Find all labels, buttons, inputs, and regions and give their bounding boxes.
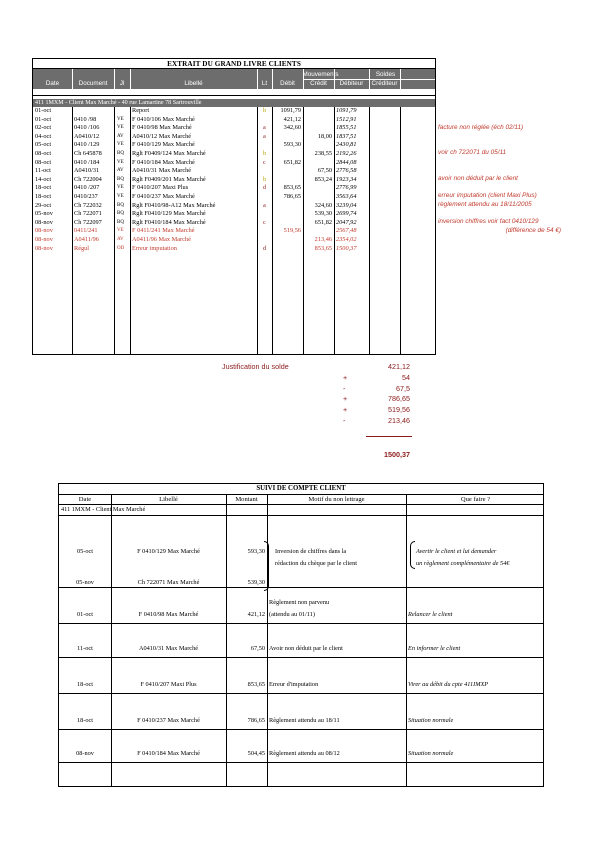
ledger-cell-debit: 421,12 xyxy=(283,115,301,123)
justification-rule xyxy=(366,436,412,437)
ledger-cell-credit: 853,24 xyxy=(314,175,332,183)
justification-sign: + xyxy=(343,372,348,382)
suivi-libelle: F 0410/129 Max Marché xyxy=(137,548,200,555)
justification-line xyxy=(330,394,410,404)
ledger-cell-doc: 0410 /129 xyxy=(74,141,100,149)
ledger-cell-doc: 0410 /207 xyxy=(74,184,100,192)
ledger-cell-solde: 1091,79 xyxy=(336,107,357,114)
ledger-cell-debit: 593,30 xyxy=(283,141,301,149)
ledger-row xyxy=(33,193,435,202)
suivi-date: 11-oct xyxy=(77,645,93,652)
suivi-libelle: Ch 722071 Max Marché xyxy=(137,579,200,586)
ledger-row xyxy=(33,236,435,245)
ledger-title: EXTRAIT DU GRAND LIVRE CLIENTS xyxy=(33,59,435,69)
ledger-cell-lib: F 0410/106 Max Marché xyxy=(132,115,195,123)
suivi-motif: rédaction du chèque par le client xyxy=(275,560,357,567)
suivi-col-motif: Motif du non lettrage xyxy=(308,496,365,503)
ledger-cell-credit: 853,65 xyxy=(314,244,332,252)
ledger-cell-jl: OD xyxy=(117,245,125,251)
ledger-cell-debit: 651,82 xyxy=(283,158,301,166)
ledger-cell-date: 18-oct xyxy=(35,193,52,200)
ledger-cell-lt: b xyxy=(263,107,267,114)
ledger-cell-solde: 2844,08 xyxy=(336,158,357,166)
ledger-row xyxy=(33,107,435,116)
ledger-row xyxy=(33,124,435,133)
suivi-montant: 786,65 xyxy=(247,717,265,724)
suivi-action: Relancer le client xyxy=(408,611,453,618)
justification-value: 54 xyxy=(402,372,410,382)
ledger-cell-doc: Ch 722032 xyxy=(74,201,102,209)
ledger-cell-credit: 67,50 xyxy=(317,167,332,175)
ledger-cell-solde: 1500,37 xyxy=(336,244,357,252)
brace-right xyxy=(264,541,269,591)
suivi-montant: 593,30 xyxy=(247,548,265,555)
suivi-client: 411 1MXM - Client Max Marché xyxy=(61,506,146,513)
ledger-cell-date: 18-oct xyxy=(35,184,52,192)
ledger-cell-doc: Ch 722004 xyxy=(74,175,102,183)
suivi-action: Situation normale xyxy=(408,750,454,757)
suivi-action: Virer au débit du cpte 411IMXP xyxy=(408,681,489,688)
ledger-row xyxy=(33,159,435,168)
ledger-cell-lib: A0410/12 Max Marché xyxy=(132,132,192,140)
ledger-cell-lib: F 0410/207 Maxi Plus xyxy=(132,184,189,192)
ledger-header xyxy=(33,69,435,89)
ledger-row xyxy=(33,150,435,159)
ledger-cell-date: 01-oct xyxy=(35,115,52,123)
ledger-cell-lt: d xyxy=(263,184,267,192)
col-crediteur: Créditeur xyxy=(371,80,398,87)
ledger-cell-credit: 539,30 xyxy=(314,210,332,218)
ledger-cell-doc: 0410/237 xyxy=(74,193,98,200)
justification-line xyxy=(330,373,410,383)
ledger-cell-lib: F 0410/184 Max Marché xyxy=(132,158,195,166)
justification-line xyxy=(330,405,410,415)
ledger-cell-lt: c xyxy=(263,218,266,226)
ledger-cell-credit: 238,55 xyxy=(314,150,332,157)
ledger-row xyxy=(33,176,435,185)
ledger-note: facture non réglée (éch 02/11) xyxy=(438,123,524,131)
ledger-cell-lt: a xyxy=(263,124,266,132)
ledger-body xyxy=(33,107,435,354)
ledger-cell-solde: 2047,92 xyxy=(336,218,357,226)
ledger-cell-solde: 3239,04 xyxy=(336,201,357,209)
ledger-row xyxy=(33,245,435,254)
ledger-cell-lib: F 0411/241 Max Marché xyxy=(132,227,195,235)
suivi-motif2: Avoir non déduit par le client xyxy=(269,645,343,652)
brace-left xyxy=(410,541,415,569)
suivi-date: 05-oct xyxy=(76,548,94,555)
ledger-cell-lib: Erreur imputation xyxy=(132,244,177,252)
justification-sign: + xyxy=(343,394,348,404)
col-date: Date xyxy=(45,80,60,87)
ledger-cell-date: 08-nov xyxy=(35,244,53,252)
ledger-row xyxy=(33,202,435,211)
ledger-cell-solde: 2699,74 xyxy=(336,210,357,218)
ledger-cell-lib: Rglt F0409/201 Max Marché xyxy=(132,175,206,183)
ledger-cell-lib: Rglt F0410/98-A12 Max Marché xyxy=(132,201,216,209)
justification-value: 519,56 xyxy=(388,405,410,415)
ledger-cell-date: 05-nov xyxy=(35,210,53,218)
ledger-note: voir ch 722071 du 05/11 xyxy=(438,149,507,157)
ledger-cell-lt: c xyxy=(263,158,266,166)
ledger-cell-doc: Régul xyxy=(74,244,90,252)
suivi-col-montant: Montant xyxy=(235,496,258,503)
ledger-cell-lib: F 0410/129 Max Marché xyxy=(132,141,195,149)
ledger-cell-lib: Rglt F0410/184 Max Marché xyxy=(132,218,206,226)
ledger-cell-doc: 0410 /106 xyxy=(74,124,100,132)
ledger-cell-date: 08-nov xyxy=(35,227,53,235)
ledger-cell-solde: 1837,51 xyxy=(336,132,357,140)
ledger-cell-lib: F 0410/237 Max Marché xyxy=(132,193,195,200)
ledger-cell-credit: 324,60 xyxy=(314,201,332,209)
ledger-row xyxy=(33,116,435,125)
suivi-date: 01-oct xyxy=(76,611,94,618)
justification-total: 1500,37 xyxy=(384,450,410,459)
ledger-cell-credit: 213,46 xyxy=(314,236,332,243)
ledger-cell-jl: AV xyxy=(117,237,124,242)
ledger-cell-jl: VE xyxy=(117,125,124,131)
ledger-cell-lib: Rglt F0410/129 Max Marché xyxy=(132,210,206,218)
ledger-cell-jl: BQ xyxy=(117,219,124,225)
suivi-lib: F 0410/98 Max Marché xyxy=(138,611,199,618)
ledger-cell-date: 08-nov xyxy=(35,218,53,226)
suivi-col-que-faire: Que faire ? xyxy=(460,496,491,503)
ledger-row xyxy=(33,184,435,193)
ledger-cell-solde: 2192,26 xyxy=(336,150,357,157)
suivi-motif2: Erreur d'imputation xyxy=(269,681,319,688)
justification-sign: - xyxy=(343,416,346,425)
ledger-cell-jl: AV xyxy=(117,133,124,139)
ledger-cell-jl: BQ xyxy=(117,151,124,156)
ledger-cell-solde: 1855,51 xyxy=(336,124,357,132)
ledger-cell-date: 08-oct xyxy=(35,150,52,157)
ledger-row xyxy=(33,141,435,150)
ledger-cell-date: 08-nov xyxy=(35,236,53,243)
suivi-motif1: Règlement non parvenu xyxy=(269,599,330,606)
suivi-motif2: Règlement attendu au 18/11 xyxy=(269,717,340,724)
suivi-date: 18-oct xyxy=(76,717,94,724)
ledger-row xyxy=(33,133,435,142)
ledger-cell-solde: 3563,64 xyxy=(336,193,357,200)
ledger-cell-debit: 1091,79 xyxy=(280,107,301,114)
ledger-cell-lt: b xyxy=(263,150,267,157)
ledger-cell-jl: VE xyxy=(117,228,124,234)
ledger-cell-date: 01-oct xyxy=(35,107,52,114)
ledger-cell-date: 02-oct xyxy=(35,124,52,132)
suivi-date: 18-oct xyxy=(76,681,94,688)
ledger-cell-jl: VE xyxy=(117,185,124,191)
suivi-montant: 539,30 xyxy=(247,579,265,586)
ledger-cell-debit: 853,65 xyxy=(283,184,301,192)
ledger-row xyxy=(33,227,435,236)
col-lt: Lt xyxy=(261,80,268,87)
suivi-action: un règlement complémentaire de 54€ xyxy=(416,560,510,567)
col-jl: Jl xyxy=(119,80,125,87)
ledger-cell-jl: BQ xyxy=(117,211,124,217)
ledger-cell-jl: BQ xyxy=(117,176,124,182)
ledger-cell-credit: 651,82 xyxy=(314,218,332,226)
ledger-cell-debit: 786,65 xyxy=(283,193,301,200)
ledger-cell-date: 14-oct xyxy=(35,175,52,183)
ledger-cell-jl: VE xyxy=(117,116,124,122)
ledger-cell-jl: AV xyxy=(117,168,124,174)
ledger-cell-date: 29-oct xyxy=(35,201,52,209)
ledger-note: règlement attendu au 18/11/2005 xyxy=(438,201,532,208)
ledger-cell-date: 08-oct xyxy=(35,158,52,166)
justification-value: 67,5 xyxy=(396,383,410,393)
col-mouvements: Mouvements xyxy=(302,71,339,78)
ledger-cell-lt: d xyxy=(263,244,267,252)
ledger-extract xyxy=(32,58,436,355)
suivi-montant: 853,65 xyxy=(247,681,265,688)
suivi-action: Situation normale xyxy=(408,717,454,724)
ledger-cell-date: 05-oct xyxy=(35,141,52,149)
ledger-cell-jl: VE xyxy=(117,159,124,165)
ledger-cell-lt: a xyxy=(263,132,266,140)
justification-value: 213,46 xyxy=(388,416,410,425)
suivi-date: 08-nov xyxy=(76,750,94,757)
ledger-cell-debit: 519,56 xyxy=(283,227,301,235)
suivi-montant: 67,50 xyxy=(250,645,265,652)
ledger-row xyxy=(33,167,435,176)
ledger-cell-doc: A0411/96 xyxy=(74,236,99,243)
col-libelle: Libellé xyxy=(184,80,203,87)
ledger-cell-lib: Rglt F0409/124 Max Marché xyxy=(132,150,206,157)
suivi-title: SUIVI DE COMPTE CLIENT xyxy=(256,485,346,492)
suivi-montant: 504,45 xyxy=(247,750,265,757)
ledger-note: (différence de 54 €) xyxy=(505,226,561,234)
col-soldes: Soldes xyxy=(375,71,396,78)
justification-label: Justification du solde xyxy=(222,362,289,371)
suivi-motif: Inversion de chiffres dans la xyxy=(275,548,347,555)
suivi-col-libelle: Libellé xyxy=(159,496,178,503)
ledger-cell-date: 11-oct xyxy=(35,167,51,175)
ledger-cell-lib: Report xyxy=(132,107,150,114)
justification-line xyxy=(330,384,410,394)
suivi-date: 05-nov xyxy=(76,579,94,586)
ledger-cell-jl: VE xyxy=(117,194,124,199)
suivi-motif2: (attendu au 01/11) xyxy=(269,611,315,618)
ledger-cell-lib: A0410/31 Max Marché xyxy=(132,167,192,175)
justification-line xyxy=(330,362,410,372)
suivi-lib: F 0410/237 Max Marché xyxy=(137,717,200,724)
ledger-row xyxy=(33,210,435,219)
ledger-row xyxy=(33,219,435,228)
suivi-montant: 421,12 xyxy=(247,611,265,618)
ledger-cell-jl: BQ xyxy=(117,202,124,208)
ledger-cell-solde: 2567,48 xyxy=(336,227,357,235)
ledger-cell-lt: b xyxy=(263,175,267,183)
col-debit: Débit xyxy=(280,80,295,87)
justification-sign: + xyxy=(343,405,348,415)
ledger-cell-solde: 2776,58 xyxy=(336,167,357,175)
suivi-table xyxy=(58,483,544,787)
ledger-cell-lib: F 0410/98 Max Marché xyxy=(132,124,192,132)
ledger-cell-doc: 0410 /98 xyxy=(74,115,97,123)
ledger-cell-lt: a xyxy=(263,201,266,209)
ledger-cell-doc: A0410/31 xyxy=(74,167,100,175)
suivi-action: En informer le client xyxy=(408,645,461,652)
ledger-cell-jl: VE xyxy=(117,142,124,148)
col-credit: Crédit xyxy=(310,80,327,87)
justification-line xyxy=(330,416,410,426)
suivi-col-date: Date xyxy=(78,496,92,503)
ledger-cell-solde: 2354,02 xyxy=(336,236,357,243)
ledger-note: avoir non déduit par le client xyxy=(438,175,518,183)
ledger-note: inversion chiffres voir fact 0410/129 xyxy=(438,218,539,226)
ledger-cell-doc: Ch 722097 xyxy=(74,218,102,226)
ledger-cell-lib: A0411/96 Max Marché xyxy=(132,236,191,243)
suivi-lib: A0410/31 Max Marché xyxy=(138,645,199,652)
col-debiteur: Débiteur xyxy=(339,80,364,87)
justification-value: 421,12 xyxy=(388,362,410,371)
ledger-cell-solde: 1512,91 xyxy=(336,115,357,123)
suivi-lib: F 0410/207 Maxi Plus xyxy=(140,681,197,688)
ledger-cell-doc: 0410 /184 xyxy=(74,158,100,166)
suivi-action: Avertir le client et lui demander xyxy=(416,548,497,555)
ledger-cell-solde: 2776,99 xyxy=(336,184,357,192)
client-line: 411 1MXM - Client Max Marché - 40 rue Lamartine 78 Sartrouville xyxy=(33,99,435,107)
suivi-motif2: Règlement attendu au 08/12 xyxy=(269,750,340,757)
ledger-cell-solde: 2430,81 xyxy=(336,141,357,149)
ledger-cell-doc: 0411/241 xyxy=(74,227,98,235)
suivi-lib: F 0410/184 Max Marché xyxy=(137,750,200,757)
col-document: Document xyxy=(78,80,108,87)
ledger-cell-debit: 342,60 xyxy=(283,124,301,132)
justification-value: 786,65 xyxy=(388,394,410,404)
justification-sign: - xyxy=(343,383,346,393)
ledger-cell-doc: Ch 722071 xyxy=(74,210,102,218)
ledger-cell-credit: 18,00 xyxy=(317,132,332,140)
ledger-cell-date: 04-oct xyxy=(35,132,52,140)
ledger-cell-doc: Ch 645878 xyxy=(74,150,102,157)
ledger-cell-solde: 1923,34 xyxy=(336,175,357,183)
ledger-note: erreur imputation (client Maxi Plus) xyxy=(438,192,537,200)
ledger-cell-doc: A0410/12 xyxy=(74,132,100,140)
